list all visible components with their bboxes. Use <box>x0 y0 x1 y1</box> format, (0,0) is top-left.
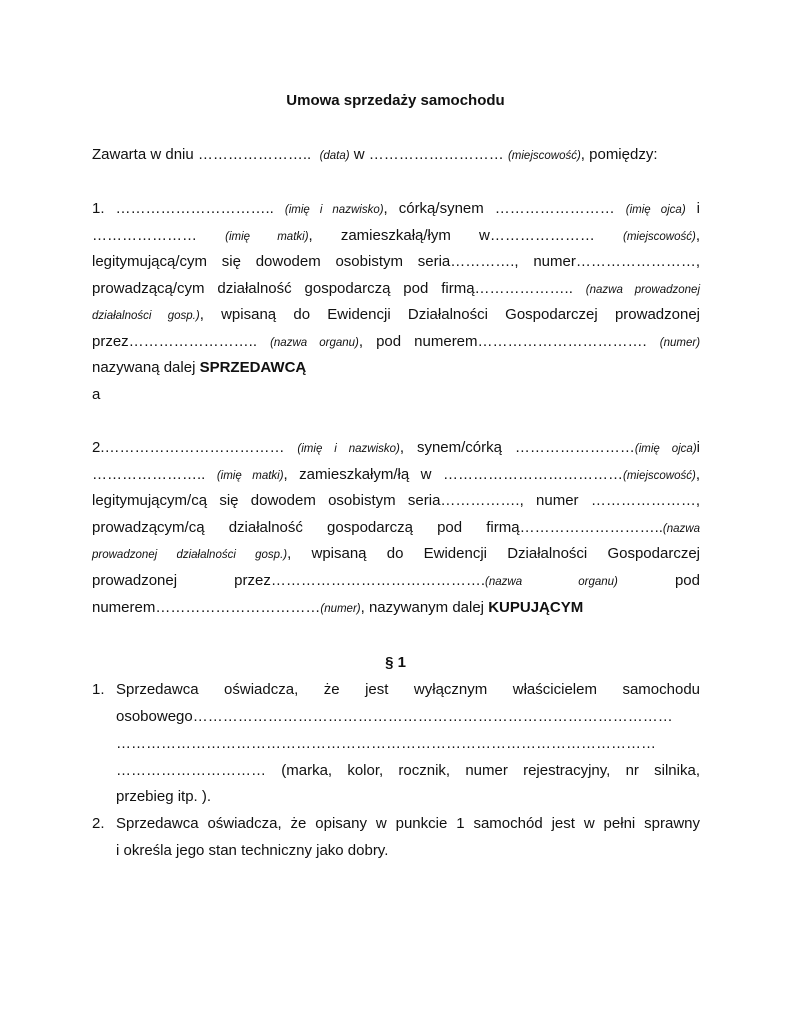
intro-date-text: Zawarta w dniu ………………….. <box>92 146 312 163</box>
buyer-line-5: prowadzonej działalności gosp.), wpisaną do Ewidencji Działalności Gospodarczej <box>92 545 700 562</box>
item-1-line-3: ……………………………………………………………………………………………… <box>116 735 656 752</box>
seller-line-4: prowadzącą/cym działalność gospodarczą pod firmą……………….. (nazwa prowadzonej <box>92 280 700 297</box>
section-heading: § 1 <box>385 654 406 671</box>
intro-between: , pomiędzy: <box>580 146 658 163</box>
item-1-line-1: Sprzedawca oświadcza, że jest wyłącznym właścicielem samochodu <box>116 681 700 698</box>
item-2-number: 2. <box>92 815 105 832</box>
seller-line-8: a <box>92 386 101 403</box>
item-1-line-2: osobowego…………………………………………………………………………………… <box>116 708 673 725</box>
seller-line-7: nazywaną dalej SPRZEDAWCĄ <box>92 359 307 376</box>
item-2-line-1: Sprzedawca oświadcza, że opisany w punkcie 1 samochód jest w pełni sprawny <box>116 815 700 832</box>
buyer-line-2: ………………….. (imię matki), zamieszkałym/łą w ………………………………(miejscowość), <box>92 466 700 483</box>
seller-line-1: 1. ………………………….. (imię i nazwisko), córką/synem …………………… (imię ojca) i <box>92 200 701 217</box>
seller-line-3: legitymującą/cym się dowodem osobistym seria…………., numer……………………, <box>92 253 700 270</box>
buyer-line-3: legitymującym/cą się dowodem osobistym seria……………., numer …………………, <box>92 492 700 509</box>
seller-line-6: przez…………………….. (nazwa organu), pod numerem……………………………. (numer) <box>92 333 701 350</box>
intro-place-hint: (miejscowość) <box>507 150 581 162</box>
buyer-label: KUPUJĄCYM <box>488 599 584 616</box>
seller-label: SPRZEDAWCĄ <box>199 359 307 376</box>
item-2-line-2: i określa jego stan techniczny jako dobry. <box>116 842 389 859</box>
intro-line <box>92 146 700 165</box>
buyer-line-7: numerem……………………………(numer), nazywanym dalej KUPUJĄCYM <box>92 599 584 616</box>
item-1-number: 1. <box>92 681 105 698</box>
item-1-line-5: przebieg itp. ). <box>116 788 212 805</box>
intro-place-text: w ……………………… <box>353 146 504 163</box>
buyer-line-4: prowadzącym/cą działalność gospodarczą pod firmą………………………..(nazwa <box>92 519 700 536</box>
seller-line-5: działalności gosp.), wpisaną do Ewidencji Działalności Gospodarczej prowadzonej <box>92 306 701 323</box>
item-1-line-4: ………………………… (marka, kolor, rocznik, numer rejestracyjny, nr silnika, <box>116 762 700 779</box>
buyer-line-6: prowadzonej przez…………………………………….(nazwa organu) pod <box>92 572 700 589</box>
buyer-line-1: 2.……………………………… (imię i nazwisko), synem/córką ……………………(imię ojca)i <box>92 439 700 456</box>
seller-line-2: ………………… (imię matki), zamieszkałą/łym w………………… (miejscowość), <box>92 227 700 244</box>
document-title: Umowa sprzedaży samochodu <box>286 92 505 109</box>
intro-date-hint: (data) <box>319 150 350 162</box>
